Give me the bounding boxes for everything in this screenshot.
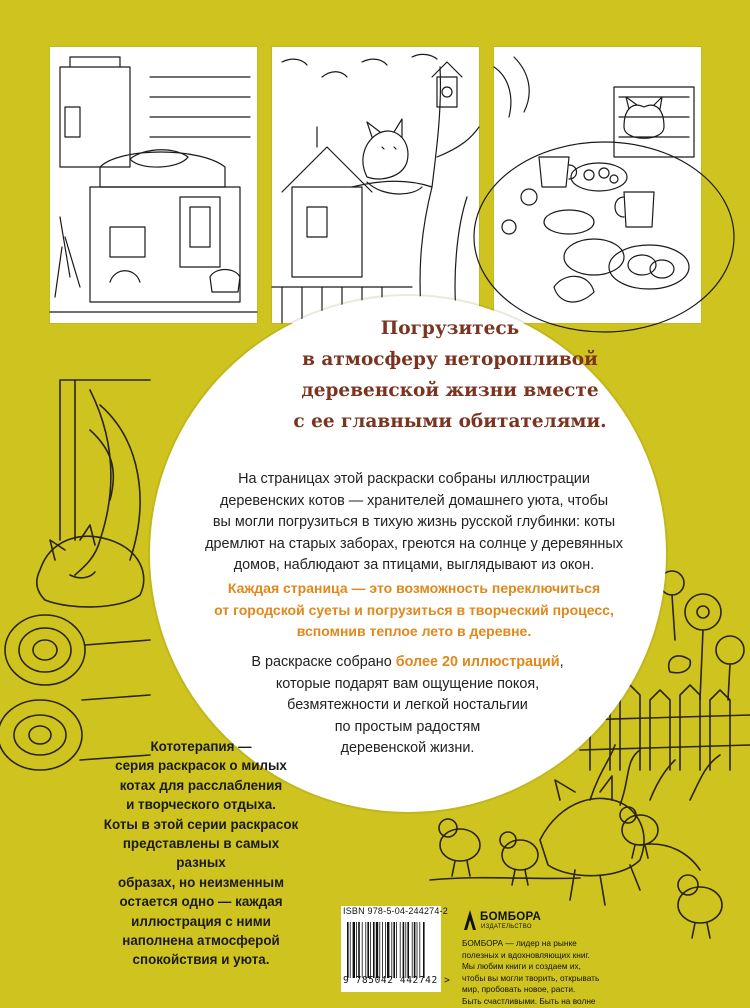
series-line: образах, но неизменным [117,874,284,890]
series-line: Коты в этой серии раскрасок [103,816,299,832]
publisher-line: мир, пробовать новое, расти. [462,984,576,995]
highlight-line: от городской суеты и погрузиться в творческий процесс, [214,601,614,618]
barcode-bar [353,922,355,978]
barcode-bar [387,922,389,978]
highlight-line: Каждая страница — это возможность переключиться [227,580,601,596]
barcode-bar [365,922,366,978]
publisher-line: полезных и вдохновляющих книг. [462,949,590,960]
barcode-bar [412,922,413,978]
series-line: котах для расслабления [119,777,283,793]
barcode-bar [414,922,416,978]
publisher-line: Быть счастливыми. Быть на волне [462,995,596,1006]
headline-line: с ее главными обитателями. [293,411,607,432]
illustration-tea-table-cat [494,47,701,323]
count-line: деревенской жизни. [340,740,475,756]
barcode-bars-icon [345,922,437,978]
barcode-bar [382,922,383,978]
series-line: иллюстрация с ними [131,913,271,929]
barcode-bar [367,922,369,978]
barcode-bar [347,922,349,978]
count-suffix: , [559,654,564,670]
barcode-bar [407,922,409,978]
count-line: которые подарят вам ощущение покоя, [275,675,540,692]
series-line: и творческого отдыха. [126,797,276,813]
barcode-bar [358,922,360,978]
publisher-name: БОМБОРА [480,911,542,923]
series-line: наполнена атмосферой [122,933,280,949]
cat-on-russian-stove-icon [50,47,257,323]
bombora-logo-icon [462,908,478,932]
barcode-digits: 9 785042 442742 > [343,975,451,986]
publisher-line: БОМБОРА — лидер на рынке [462,938,577,948]
barcode-bar [396,922,397,978]
barcode-bar [423,922,425,978]
highlight-paragraph [188,578,640,643]
barcode-bar [403,922,405,978]
publisher-line: чтобы вы могли творить, открывать [462,972,600,983]
series-line: остается одно — каждая [119,894,283,910]
barcode-bar [391,922,392,978]
illustration-tree-cat [272,47,479,323]
description-line: вы могли погрузиться в тихую жизнь русской глубинки: коты [212,514,616,530]
barcode-bar [393,922,395,978]
count-line: по простым радостям [334,718,481,735]
series-description [101,737,301,970]
headline [270,313,630,437]
publisher-description [462,938,612,1008]
description-line: На страницах этой раскраски собраны иллюстрации [238,471,590,487]
barcode-bar [356,922,357,978]
description-line: домов, наблюдают за птицами, выглядывают из окон. [233,557,595,573]
count-prefix: В раскраске собрано [251,654,396,670]
cat-at-tea-table-icon [494,47,701,323]
isbn-label: ISBN 978-5-04-244274-2 [343,906,448,916]
highlight-line: вспомнив теплое лето в деревне. [296,623,532,639]
barcode-bar [373,922,375,978]
illustration-stove-cat [50,47,257,323]
barcode-bar [419,922,420,978]
barcode-bar [417,922,418,978]
headline-line: в атмосферу неторопливой [302,349,598,370]
headline-line: Погрузитесь [380,318,520,339]
cat-on-tree-village-house-icon [272,47,479,323]
description-paragraph [185,469,643,577]
series-line: спокойствия и уюта. [132,952,270,968]
barcode-bar [370,922,371,978]
barcode-bar [400,922,401,978]
publisher-line: Мы любим книги и создаем их, [462,961,581,972]
series-line: серия раскрасок о милых [115,758,287,774]
barcode-bar [379,922,380,978]
description-line: деревенских котов — хранителей домашнего уюта, чтобы [219,492,609,509]
headline-line: деревенской жизни вместе [301,380,599,401]
description-line: дремлют на старых заборах, греются на солнце у деревянных [205,535,623,552]
barcode-bar [405,922,406,978]
series-line: представлены в самых разных [122,836,280,871]
barcode-bar [350,922,351,978]
series-title: Кототерапия — [150,739,252,754]
barcode-bar [376,922,378,978]
count-highlight: более 20 иллюстраций [395,654,560,670]
barcode-bar [385,922,386,978]
count-line: безмятежности и легкой ностальгии [287,697,528,713]
publisher-subtitle: ИЗДАТЕЛЬСТВО [481,924,532,930]
barcode-bar [362,922,363,978]
